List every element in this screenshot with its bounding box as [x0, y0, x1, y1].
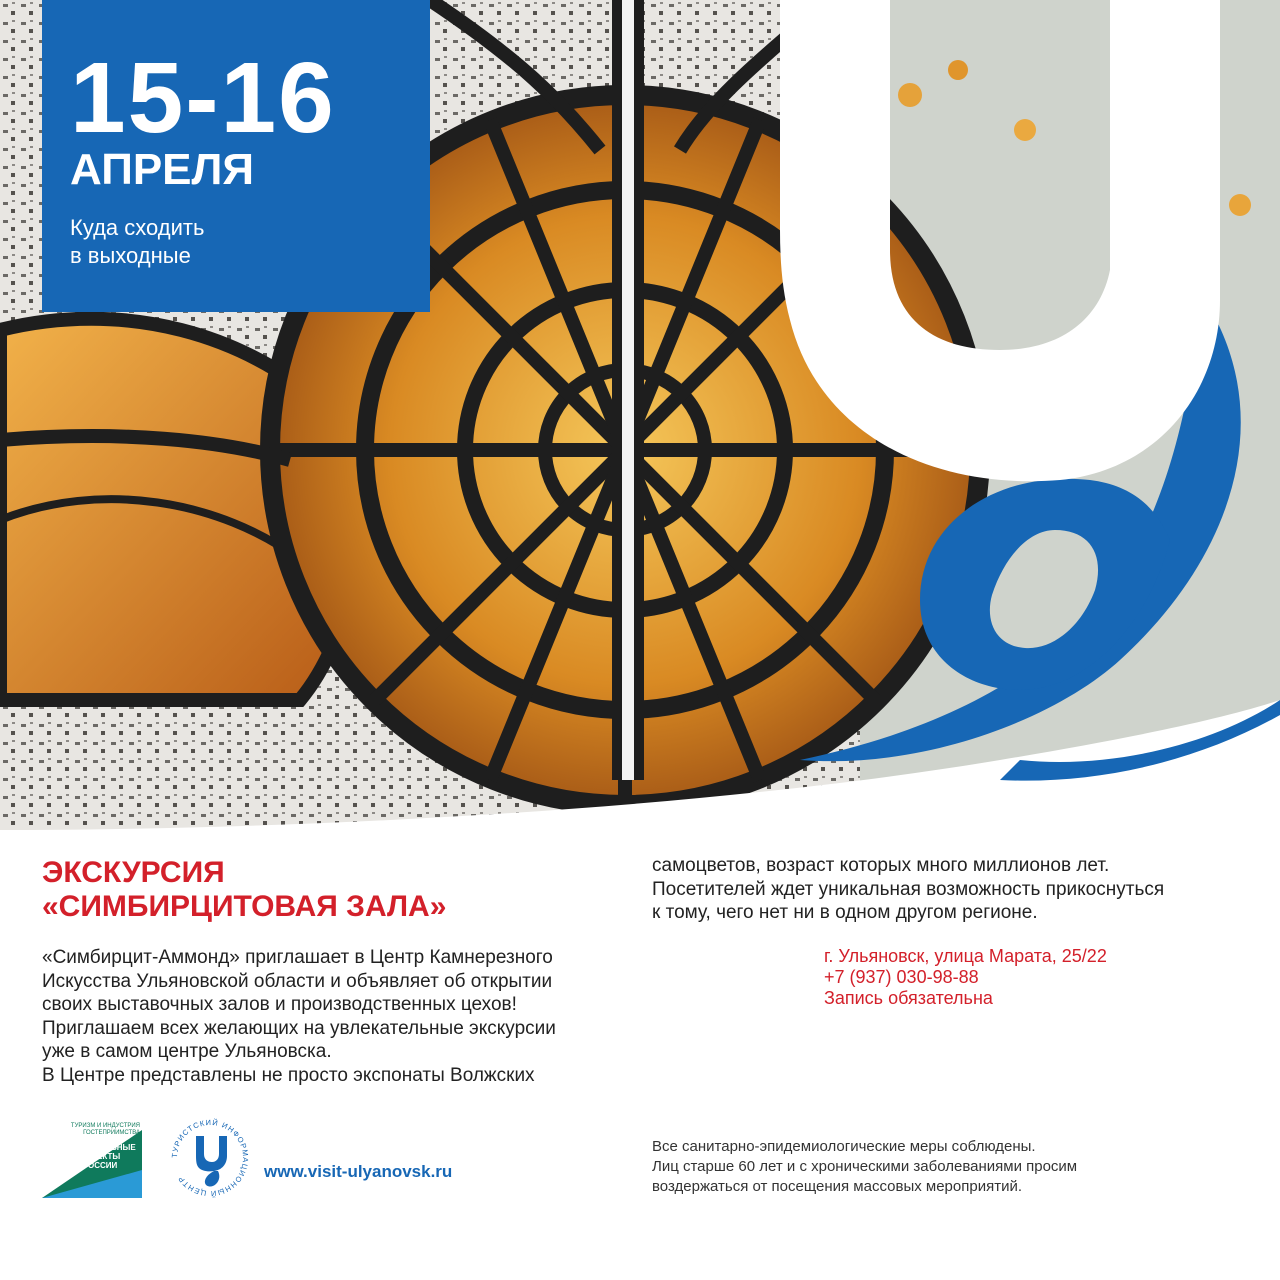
- date-month: АПРЕЛЯ: [70, 145, 255, 194]
- date-panel: [42, 0, 430, 312]
- event-description-right: самоцветов, возраст которых много миллионов лет. Посетителей ждет уникальная возможность прикоснуться к тому, чего нет ни в одном другом регионе.: [652, 855, 1165, 923]
- np-line2: ГОСТЕПРИИМСТВА: [83, 1130, 140, 1136]
- website-link[interactable]: www.visit-ulyanovsk.ru: [264, 1162, 453, 1181]
- date-subtitle: Куда сходить в выходные: [70, 215, 205, 268]
- contact-address: г. Ульяновск, улица Марата, 25/22: [824, 946, 1107, 966]
- ulyanovsk-u-logo-icon: [760, 0, 1280, 800]
- contact-block: [824, 946, 1107, 1009]
- date-range: 15-16: [70, 42, 336, 154]
- tic-ring-text: ТУРИСТСКИЙ ИНФОРМАЦИОННЫЙ ЦЕНТР: [169, 1117, 251, 1199]
- np-line5: РОССИИ: [82, 1161, 118, 1170]
- event-title: ЭКСКУРСИЯ «СИМБИРЦИТОВАЯ ЗАЛА»: [42, 856, 447, 923]
- np-line4: ПРОЕКТЫ: [79, 1152, 121, 1161]
- np-line3: НАЦИОНАЛЬНЫЕ: [64, 1143, 136, 1152]
- national-projects-logo: [42, 1120, 142, 1198]
- np-line1: ТУРИЗМ И ИНДУСТРИЯ: [70, 1123, 140, 1129]
- contact-phone[interactable]: +7 (937) 030-98-88: [824, 967, 979, 987]
- sanitary-notice: Все санитарно-эпидемиологические меры соблюдены. Лиц старше 60 лет и с хроническими заболеваниями просим воздержаться от посещения массовых мероприятий.: [652, 1138, 1078, 1195]
- contact-booking: Запись обязательна: [824, 988, 993, 1008]
- tourist-info-center-logo: [168, 1116, 252, 1200]
- event-description-left: «Симбирцит-Аммонд» приглашает в Центр Камнерезного Искусства Ульяновской области и объявляет об открытии своих выставочных залов и производственных цехов! Приглашаем всех желающих на увлекательные экскурсии уже в самом центре Ульяновска. В Центре представлены не просто экспонаты Волжских: [42, 947, 556, 1086]
